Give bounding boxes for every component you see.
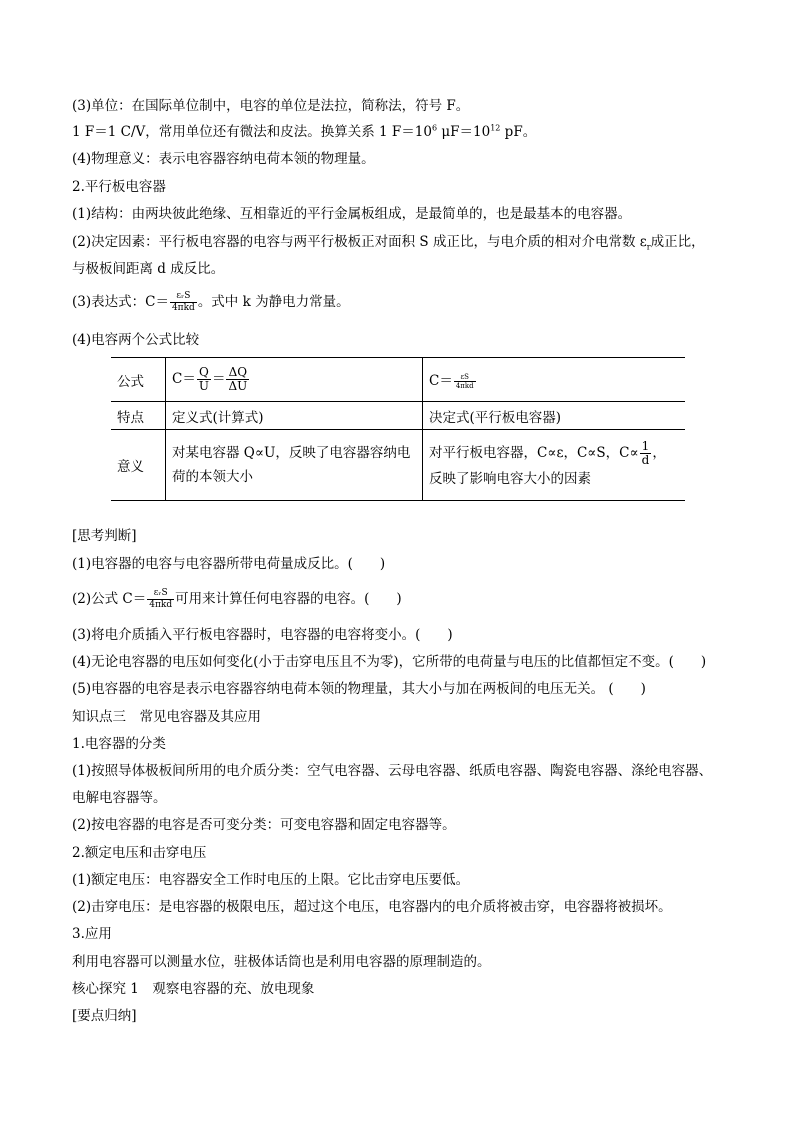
formula-comparison-heading: (4)电容两个公式比较 bbox=[72, 332, 200, 348]
rated-voltage: (1)额定电压：电容器安全工作时电压的上限。它比击穿电压要低。 bbox=[72, 872, 470, 888]
definition-formula: C＝ $\frac{Q}{U}$ ＝ $\frac{\Delta Q}{\Delta U}$ bbox=[166, 358, 423, 402]
classification-heading: 1.电容器的分类 bbox=[72, 736, 166, 752]
question-4: (4)无论电容器的电压如何变化(小于击穿电压且不为零)，它所带的电荷量与电压的比值都恒定不变。( ) bbox=[72, 654, 707, 670]
key-points-heading: [要点归纳] bbox=[72, 1008, 137, 1024]
physical-meaning: (4)物理意义：表示电容器容纳电荷本领的物理量。 bbox=[72, 151, 375, 167]
classification-by-dielectric-cont: 电解电容器等。 bbox=[72, 790, 167, 806]
table-row bbox=[111, 430, 685, 501]
structure-paragraph: (1)结构：由两块彼此绝缘、互相靠近的平行金属板组成，是最简单的，也是最基本的电容器。 bbox=[72, 206, 632, 222]
factors-paragraph: (2)决定因素：平行板电容器的电容与两平行极板正对面积 S 成正比，与电介质的相对介电常数 $\varepsilon_r$成正比， bbox=[72, 234, 705, 252]
breakdown-voltage: (2)击穿电压：是电容器的极限电压，超过这个电压，电容器内的电介质将被击穿，电容器将被损坏。 bbox=[72, 899, 672, 915]
question-3: (3)将电介质插入平行板电容器时，电容器的电容将变小。( ) bbox=[72, 627, 453, 643]
definition-feature: 定义式(计算式) bbox=[166, 402, 423, 430]
row-header-feature: 特点 bbox=[111, 402, 166, 430]
capacitance-fraction: $\frac{\text{εᵣS}}{\text{4πkd}}$ bbox=[171, 291, 195, 313]
row-header-formula: 公式 bbox=[111, 358, 166, 402]
question-2: (2)公式 C＝ $\frac{\text{εᵣS}}{\text{4πkd}}$ 可用来计算任何电容器的电容。( ) bbox=[72, 588, 402, 610]
application-heading: 3.应用 bbox=[72, 926, 112, 942]
classification-by-variability: (2)按电容器的电容是否可变分类：可变电容器和固定电容器等。 bbox=[72, 817, 456, 833]
section-heading-parallel-plate: 2.平行板电容器 bbox=[72, 179, 166, 195]
voltage-heading: 2.额定电压和击穿电压 bbox=[72, 845, 207, 861]
determinant-meaning: 对平行板电容器，C∝ε，C∝S，C∝ $\frac{1}{d}$ ， 反映了影响电容大小的因素 bbox=[423, 430, 686, 501]
unit-paragraph: (3)单位：在国际单位制中，电容的单位是法拉，简称法，符号 F。 bbox=[72, 98, 470, 114]
classification-by-dielectric: (1)按照导体极板间所用的电介质分类：空气电容器、云母电容器、纸质电容器、陶瓷电容器、涤纶电容器、 bbox=[72, 763, 713, 779]
definition-meaning: 对某电容器 Q∝U，反映了电容器容纳电荷的本领大小 bbox=[166, 430, 423, 501]
table-row bbox=[111, 402, 685, 430]
determinant-feature: 决定式(平行板电容器) bbox=[423, 402, 686, 430]
unit-conversion: 1 F＝1 C/V，常用单位还有微法和皮法。换算关系 1 $F=10^6$ $\mu F=10^{12}$ pF。 bbox=[72, 123, 537, 140]
question-5: (5)电容器的电容是表示电容器容纳电荷本领的物理量，其大小与加在两板间的电压无关。 ( ) bbox=[72, 681, 646, 697]
determinant-formula: C＝ $\frac{\varepsilon S}{\text{4πkd}}$ bbox=[423, 358, 686, 402]
row-header-meaning: 意义 bbox=[111, 430, 166, 501]
table-row bbox=[111, 358, 685, 402]
factors-paragraph-cont: 与极板间距离 d 成反比。 bbox=[72, 261, 225, 277]
expression-formula: (3)表达式：C＝ $\frac{\text{εᵣS}}{\text{4πkd}}$ 。式中 k 为静电力常量。 bbox=[72, 291, 350, 313]
question-1: (1)电容器的电容与电容器所带电荷量成反比。( ) bbox=[72, 556, 386, 572]
think-judge-heading: [思考判断] bbox=[72, 528, 137, 544]
core-inquiry-heading: 核心探究 1 观察电容器的充、放电现象 bbox=[72, 981, 315, 997]
formula-comparison-table bbox=[111, 357, 685, 501]
application-text: 利用电容器可以测量水位，驻极体话筒也是利用电容器的原理制造的。 bbox=[72, 954, 491, 970]
knowledge-point-3-heading: 知识点三 常见电容器及其应用 bbox=[72, 709, 261, 725]
